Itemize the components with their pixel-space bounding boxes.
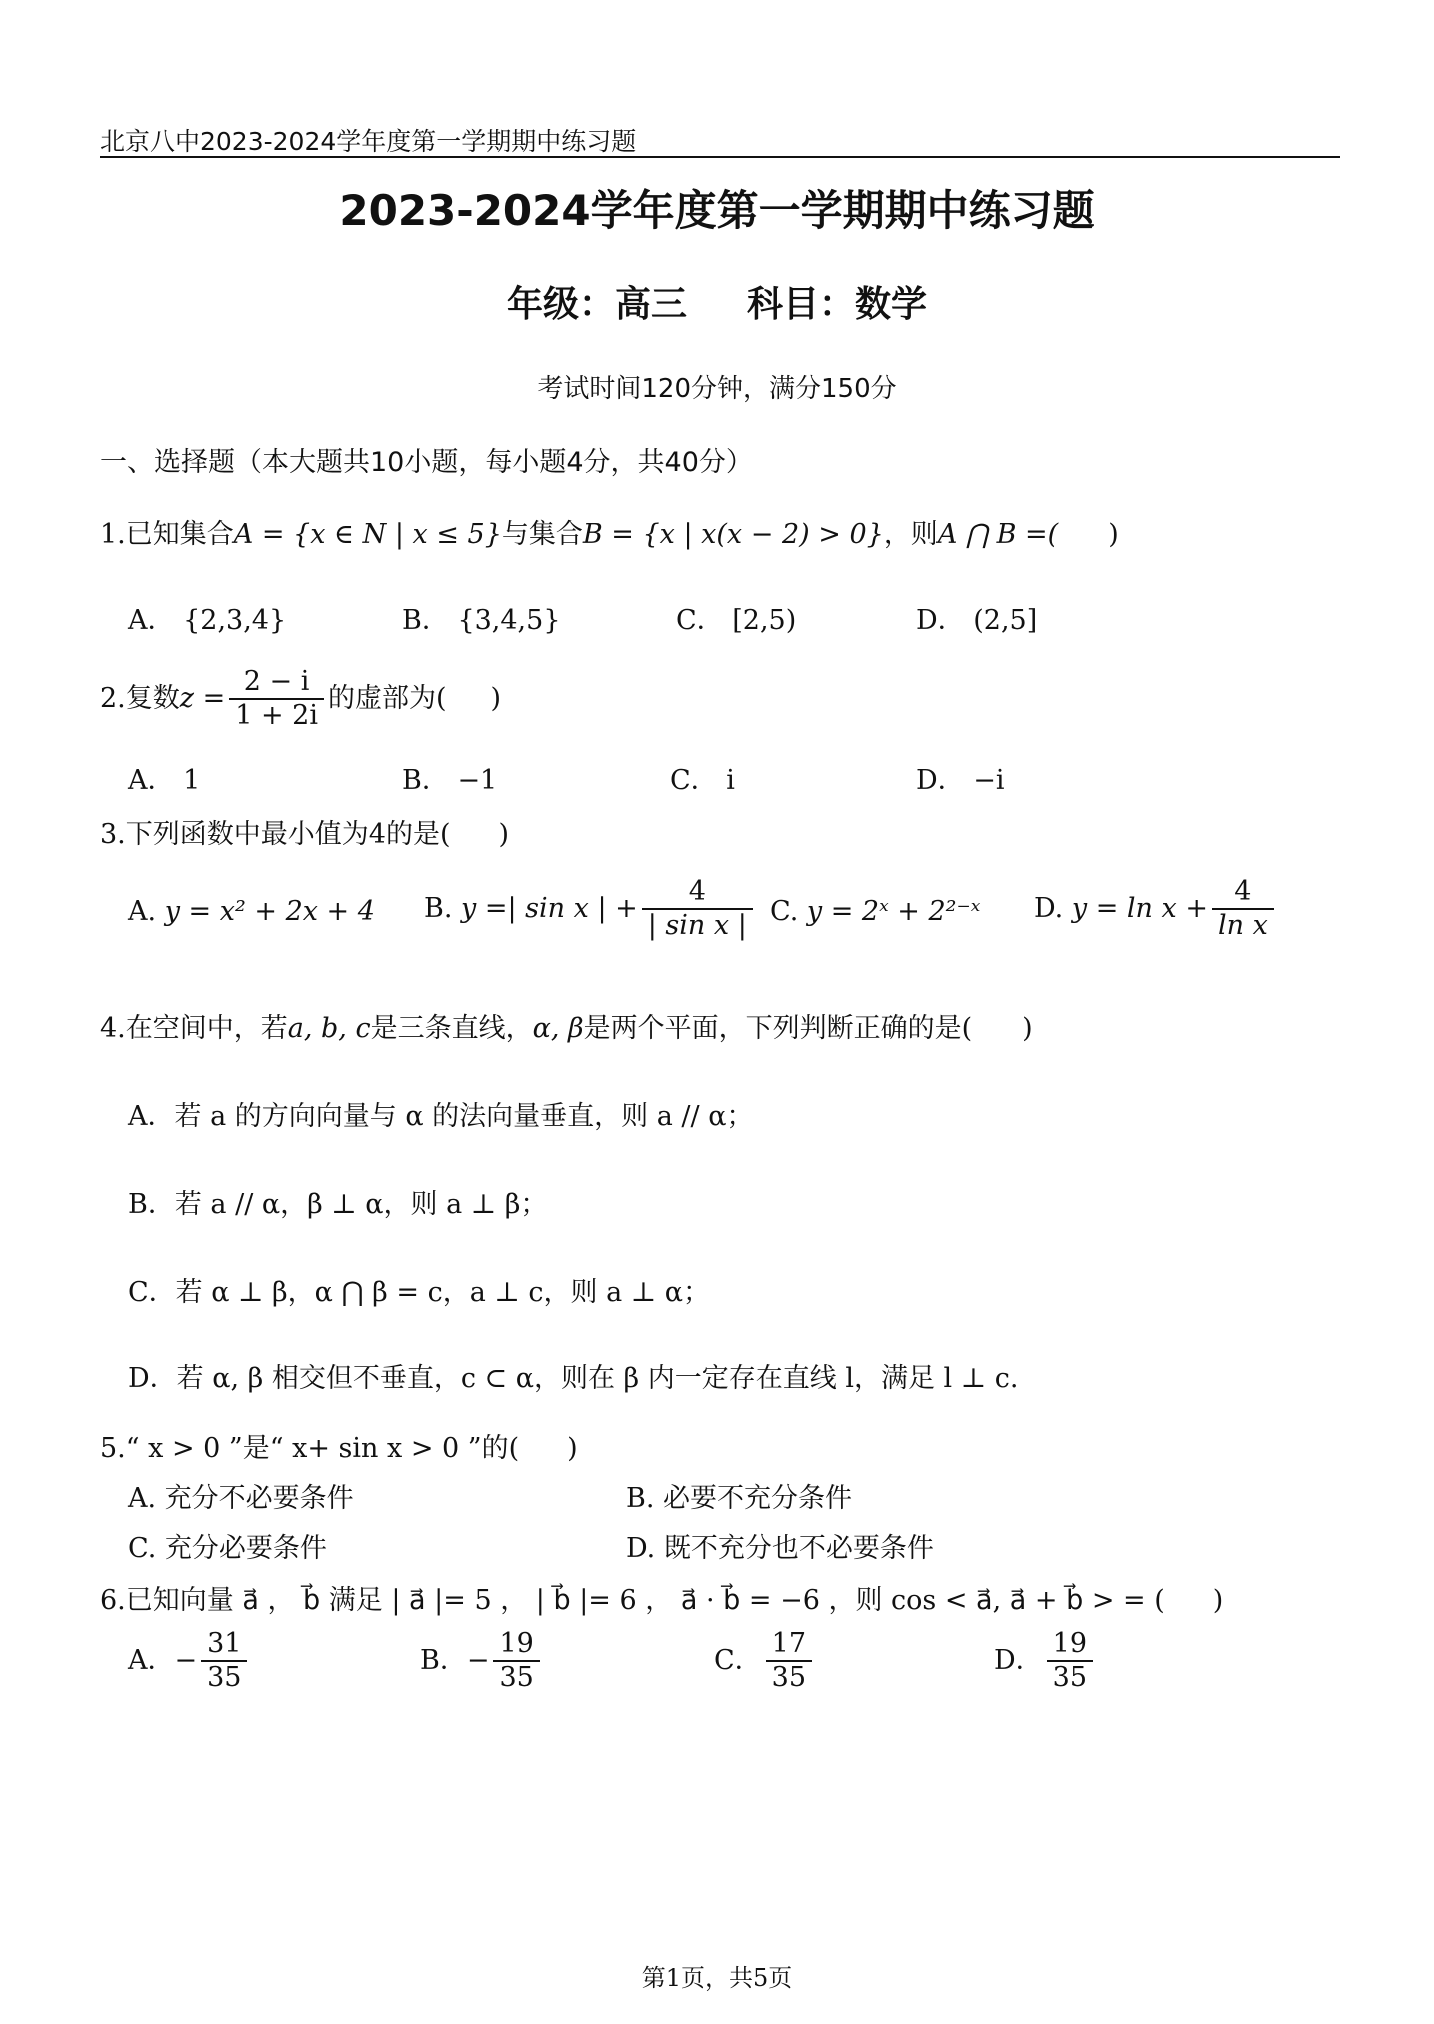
q3-option-c: C. y = 2ˣ + 2²⁻ˣ [770, 896, 981, 927]
exam-info: 考试时间120分钟，满分150分 [537, 374, 897, 404]
q1-close: ) [1108, 519, 1119, 550]
question-6: 6.已知向量 a⃗ ， b⃗ 满足 | a⃗ |= 5 ， | b⃗ |= 6 ， a⃗ · b⃗ = −6 ，则 cos < a⃗, a⃗ + b⃗ > = ( ) [100, 1585, 1224, 1616]
question-5: 5.“ x > 0 ”是“ x+ sin x > 0 ”的( ) [100, 1433, 578, 1464]
q3-option-b: B. y =| sin x | + $\frac{4}{\text{| sin x |}}$ [424, 876, 757, 943]
q2-prefix: 2.复数 [100, 682, 180, 714]
q1-expr: A ⋂ B =( [937, 519, 1059, 550]
q2-option-c: C． i [670, 765, 735, 796]
q1-tail: ，则 [883, 519, 938, 550]
q4-option-d: D．若 α, β 相交但不垂直，c ⊂ α，则在 β 内一定存在直线 l，满足 l ⊥ c. [128, 1363, 1019, 1394]
q1-mid: 与集合 [501, 519, 583, 550]
q3-stem: 3.下列函数中最小值为4的是( [100, 819, 451, 850]
q1-option-d: D． (2,5] [916, 605, 1038, 636]
question-1 [100, 512, 1119, 551]
q1-option-c: C． [2,5) [676, 605, 797, 636]
header-rule [100, 156, 1340, 158]
q6-option-a: A．− $\frac{31}{35}$ [128, 1628, 251, 1695]
q4-option-a: A．若 a 的方向向量与 α 的法向量垂直，则 a // α； [128, 1101, 754, 1132]
q2-option-a: A． 1 [128, 765, 201, 796]
q5-option-a: A. 充分不必要条件 [128, 1483, 354, 1514]
page-footer: 第1页，共5页 [641, 1964, 793, 1992]
q1-option-b: B． {3,4,5} [402, 605, 561, 636]
question-3 [100, 812, 509, 851]
grade-subject-line [0, 276, 1434, 327]
q3-option-d: D. y = ln x + $\frac{4}{\text{ln x}}$ [1034, 876, 1278, 943]
q1-set-b: B = {x | x(x − 2) > 0} [582, 519, 884, 550]
q3-option-a: A. y = x² + 2x + 4 [128, 896, 375, 927]
q3-close: ) [498, 819, 510, 850]
q2-tail: 的虚部为( [327, 682, 447, 714]
q1-option-a: A． {2,3,4} [128, 605, 287, 636]
q2-close: ) [490, 682, 502, 714]
q2-option-d: D． −i [916, 765, 1005, 796]
q6-option-b: B．− $\frac{19}{35}$ [420, 1628, 544, 1695]
section-heading: 一、选择题（本大题共10小题，每小题4分，共40分） [100, 447, 753, 478]
q2-fraction: $\frac{2 - i}{1 + 2i}$ [229, 666, 324, 733]
subject: 科目：数学 [747, 284, 928, 325]
q6-option-d: D． $\frac{19}{35}$ [994, 1628, 1097, 1695]
q1-set-a: A = {x ∈ N | x ≤ 5} [233, 519, 502, 550]
running-header: 北京八中2023-2024学年度第一学期期中练习题 [100, 127, 637, 156]
q5-option-b: B. 必要不充分条件 [626, 1483, 853, 1514]
q2-option-b: B． −1 [402, 765, 498, 796]
question-2 [100, 666, 501, 733]
page-title: 2023-2024学年度第一学期期中练习题 [339, 186, 1095, 235]
q4-option-b: B．若 a // α，β ⊥ α，则 a ⊥ β； [128, 1189, 548, 1220]
q2-lhs: z = [179, 682, 226, 714]
grade: 年级：高三 [506, 284, 687, 325]
question-4: 4.在空间中，若a, b, c是三条直线，α, β是两个平面，下列判断正确的是( ) [100, 1013, 1033, 1044]
q4-option-c: C．若 α ⊥ β，α ⋂ β = c，a ⊥ c，则 a ⊥ α； [128, 1277, 710, 1308]
q1-prefix: 1.已知集合 [100, 519, 234, 550]
q6-option-c: C． $\frac{17}{35}$ [714, 1628, 816, 1695]
q5-option-c: C. 充分必要条件 [128, 1533, 327, 1564]
q5-option-d: D. 既不充分也不必要条件 [626, 1533, 934, 1564]
